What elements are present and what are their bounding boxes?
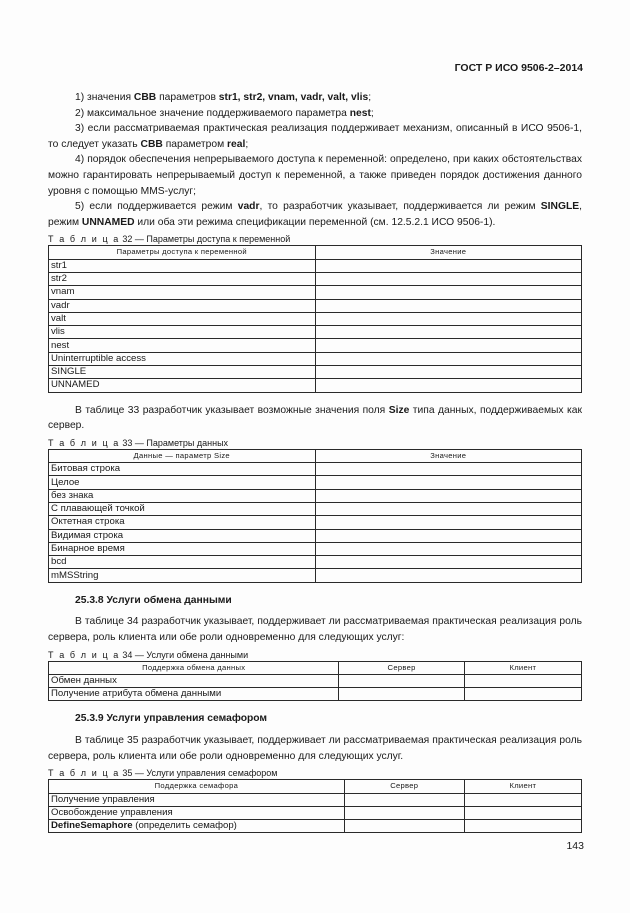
table-header: Клиент bbox=[464, 780, 581, 793]
table-34-title: Т а б л и ц а 34 — Услуги обмена данными bbox=[48, 649, 249, 660]
table-row: bcd bbox=[49, 556, 582, 569]
page-number: 143 bbox=[566, 840, 584, 852]
list-item-5: 5) если поддерживается режим vadr, то разработчик указывает, поддерживается ли режим SINGLE, режим UNNAMED или оба эти режима спецификации переменной (см. 12.5.2.1 ИСО 9506-1). bbox=[48, 201, 582, 228]
section-heading-25-3-9: 25.3.9 Услуги управления семафором bbox=[75, 713, 268, 725]
table-row: valt bbox=[49, 312, 582, 325]
section-text-25-3-8: В таблице 34 разработчик указывает, поддерживает ли рассматриваемая практическая реализация роль сервера, роль клиента или обе роли одновременно для следующих услуг: bbox=[48, 616, 582, 643]
table-header: Данные — параметр Size bbox=[49, 449, 316, 462]
table-row: Освобождение управления bbox=[49, 806, 582, 819]
table-32-title: Т а б л и ц а 32 — Параметры доступа к переменной bbox=[48, 234, 291, 245]
table-row: Битовая строка bbox=[49, 463, 582, 476]
table-row: С плавающей точкой bbox=[49, 502, 582, 515]
table-row: без знака bbox=[49, 489, 582, 502]
table-row: mMSString bbox=[49, 569, 582, 582]
table-header: Сервер bbox=[339, 661, 464, 674]
table-row: Uninterruptible access bbox=[49, 352, 582, 365]
table-35-title: Т а б л и ц а 35 — Услуги управления семафором bbox=[48, 768, 278, 779]
table-row: Октетная строка bbox=[49, 516, 582, 529]
list-item-1: 1) значения CBB параметров str1, str2, vnam, vadr, valt, vlis; bbox=[75, 92, 372, 103]
document-id: ГОСТ Р ИСО 9506-2–2014 bbox=[454, 62, 583, 74]
table-header: Сервер bbox=[344, 780, 464, 793]
table-33-title: Т а б л и ц а 33 — Параметры данных bbox=[48, 437, 229, 448]
table-row: Целое bbox=[49, 476, 582, 489]
section-heading-25-3-8: 25.3.8 Услуги обмена данными bbox=[75, 594, 232, 606]
table-row: str2 bbox=[49, 272, 582, 285]
table-row: vnam bbox=[49, 286, 582, 299]
table-row: Бинарное время bbox=[49, 542, 582, 555]
table-header: Параметры доступа к переменной bbox=[49, 246, 316, 259]
section-text-25-3-9: В таблице 35 разработчик указывает, поддерживает ли рассматриваемая практическая реализация роль сервера, роль клиента или обе роли одновременно для следующих услуг. bbox=[48, 735, 582, 762]
paragraph-table-33: В таблице 33 разработчик указывает возможные значения поля Size типа данных, поддерживаемых как сервер. bbox=[48, 404, 582, 432]
table-row: str1 bbox=[49, 259, 582, 272]
list-item-2: 2) максимальное значение поддерживаемого параметра nest; bbox=[75, 107, 374, 119]
table-row: Получение управления bbox=[49, 793, 582, 806]
list-item-3: 3) если рассматриваемая практическая реализация поддерживает механизм, описанный в ИСО 9506-1, то следует указать CBB параметром real; bbox=[48, 123, 582, 150]
table-header: Поддержка семафора bbox=[49, 780, 345, 793]
table-34 bbox=[48, 661, 582, 702]
table-row: Обмен данных bbox=[49, 674, 582, 687]
table-header: Значение bbox=[315, 449, 582, 462]
table-header: Клиент bbox=[464, 661, 581, 674]
table-header: Значение bbox=[315, 246, 582, 259]
table-33 bbox=[48, 449, 582, 583]
table-row: vlis bbox=[49, 326, 582, 339]
table-row: nest bbox=[49, 339, 582, 352]
page-content bbox=[48, 90, 582, 843]
table-row: vadr bbox=[49, 299, 582, 312]
table-row: Видимая строка bbox=[49, 529, 582, 542]
table-row: Получение атрибута обмена данными bbox=[49, 688, 582, 701]
table-row: DefineSemaphore (определить семафор) bbox=[49, 820, 582, 833]
table-35 bbox=[48, 779, 582, 833]
table-row: UNNAMED bbox=[49, 379, 582, 392]
list-item-4: 4) порядок обеспечения непрерываемого доступа к переменной: определено, при каких обстоятельствах можно гарантировать непрерываемый доступ к переменной, а также приведен порядок достижения данного уровня с помощью MMS-услуг; bbox=[48, 154, 582, 197]
table-header: Поддержка обмена данных bbox=[49, 661, 339, 674]
table-32 bbox=[48, 245, 582, 392]
table-row: SINGLE bbox=[49, 366, 582, 379]
